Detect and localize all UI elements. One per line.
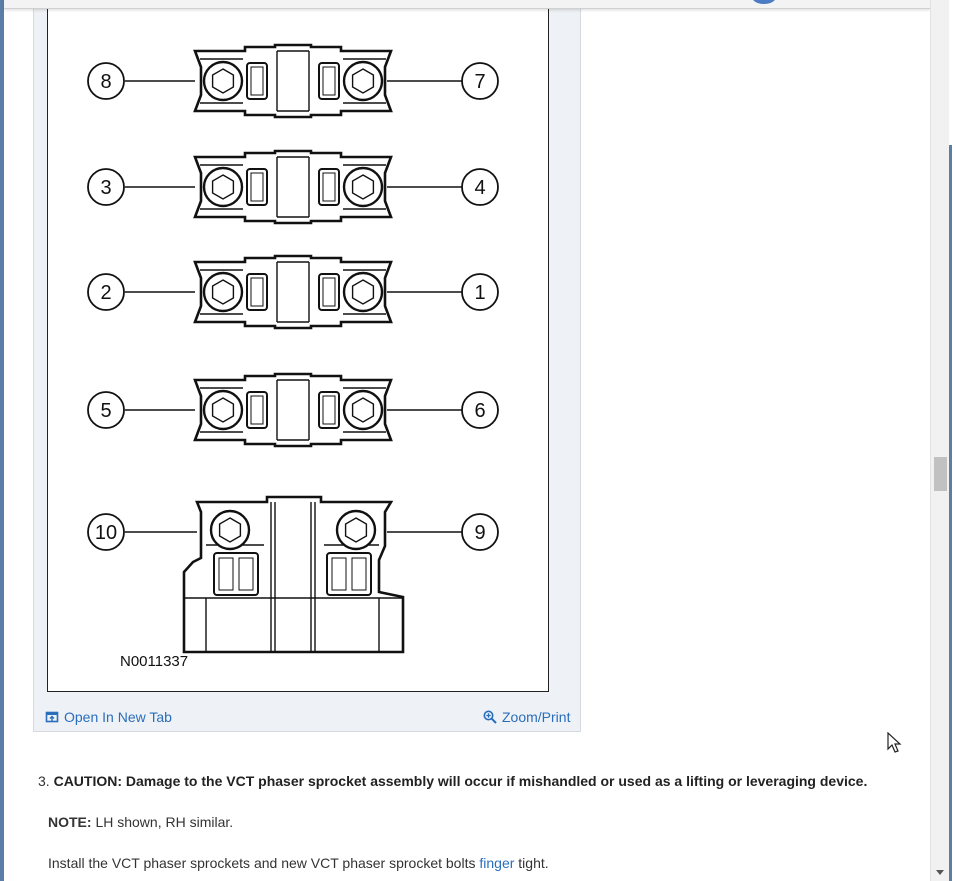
note-label: NOTE: <box>48 814 92 830</box>
zoom-in-icon <box>483 710 497 724</box>
install-text: Install the VCT phaser sprockets and new VCT phaser sprocket bolts <box>48 855 476 871</box>
open-in-new-tab-label: Open In New Tab <box>64 709 172 725</box>
figure-id: N0011337 <box>120 653 189 670</box>
callout-label: 10 <box>94 522 118 544</box>
toolbar-avatar-icon[interactable] <box>752 0 776 4</box>
callout-label: 9 <box>474 522 486 544</box>
install-instruction <box>48 855 549 871</box>
install-text-end: tight. <box>518 855 549 871</box>
front-bearing-cap-10-9 <box>125 497 462 652</box>
top-toolbar <box>4 0 930 9</box>
callout-6 <box>462 392 498 428</box>
vertical-scrollbar[interactable] <box>930 0 950 881</box>
open-in-new-tab-link[interactable] <box>45 709 172 725</box>
callout-8 <box>88 63 124 99</box>
note-text: LH shown, RH similar. <box>95 814 234 830</box>
callout-label: 2 <box>100 282 112 304</box>
callout-label: 6 <box>474 400 486 422</box>
zoom-print-label: Zoom/Print <box>502 709 571 725</box>
step-number: 3. <box>38 773 50 789</box>
open-new-tab-icon <box>45 710 59 724</box>
callout-label: 4 <box>474 177 486 199</box>
scrollbar-thumb[interactable] <box>934 457 947 491</box>
callout-label: 8 <box>100 71 112 93</box>
caution-text: Damage to the VCT phaser sprocket assembly will occur if mishandled or used as a lifting or leveraging device. <box>125 773 868 789</box>
bearing-cap-5-6 <box>195 374 391 446</box>
window-right-edge <box>949 145 952 881</box>
finger-tight-link[interactable]: finger <box>479 855 515 871</box>
callout-label: 5 <box>100 400 112 422</box>
note-line <box>48 814 233 830</box>
callout-label: 7 <box>474 71 486 93</box>
callout-1 <box>462 274 498 310</box>
window-left-edge <box>0 0 4 881</box>
step-3 <box>38 773 867 789</box>
bearing-cap-8-7 <box>195 45 391 117</box>
callout-9 <box>462 514 498 550</box>
callout-5 <box>88 392 124 428</box>
scroll-down-arrow-icon[interactable] <box>936 870 944 875</box>
callout-label: 1 <box>474 282 486 304</box>
callout-label: 3 <box>100 177 112 199</box>
bearing-cap-2-1 <box>195 256 391 328</box>
figure-frame[interactable] <box>47 0 549 692</box>
callout-3 <box>88 169 124 205</box>
callout-7 <box>462 63 498 99</box>
camshaft-bearing-cap-diagram <box>48 0 550 692</box>
callout-10 <box>88 514 124 550</box>
mouse-pointer-icon <box>887 732 903 754</box>
callout-2 <box>88 274 124 310</box>
callout-4 <box>462 169 498 205</box>
zoom-print-link[interactable] <box>483 709 570 725</box>
caution-label: CAUTION: <box>53 773 123 789</box>
bearing-cap-3-4 <box>195 151 391 223</box>
